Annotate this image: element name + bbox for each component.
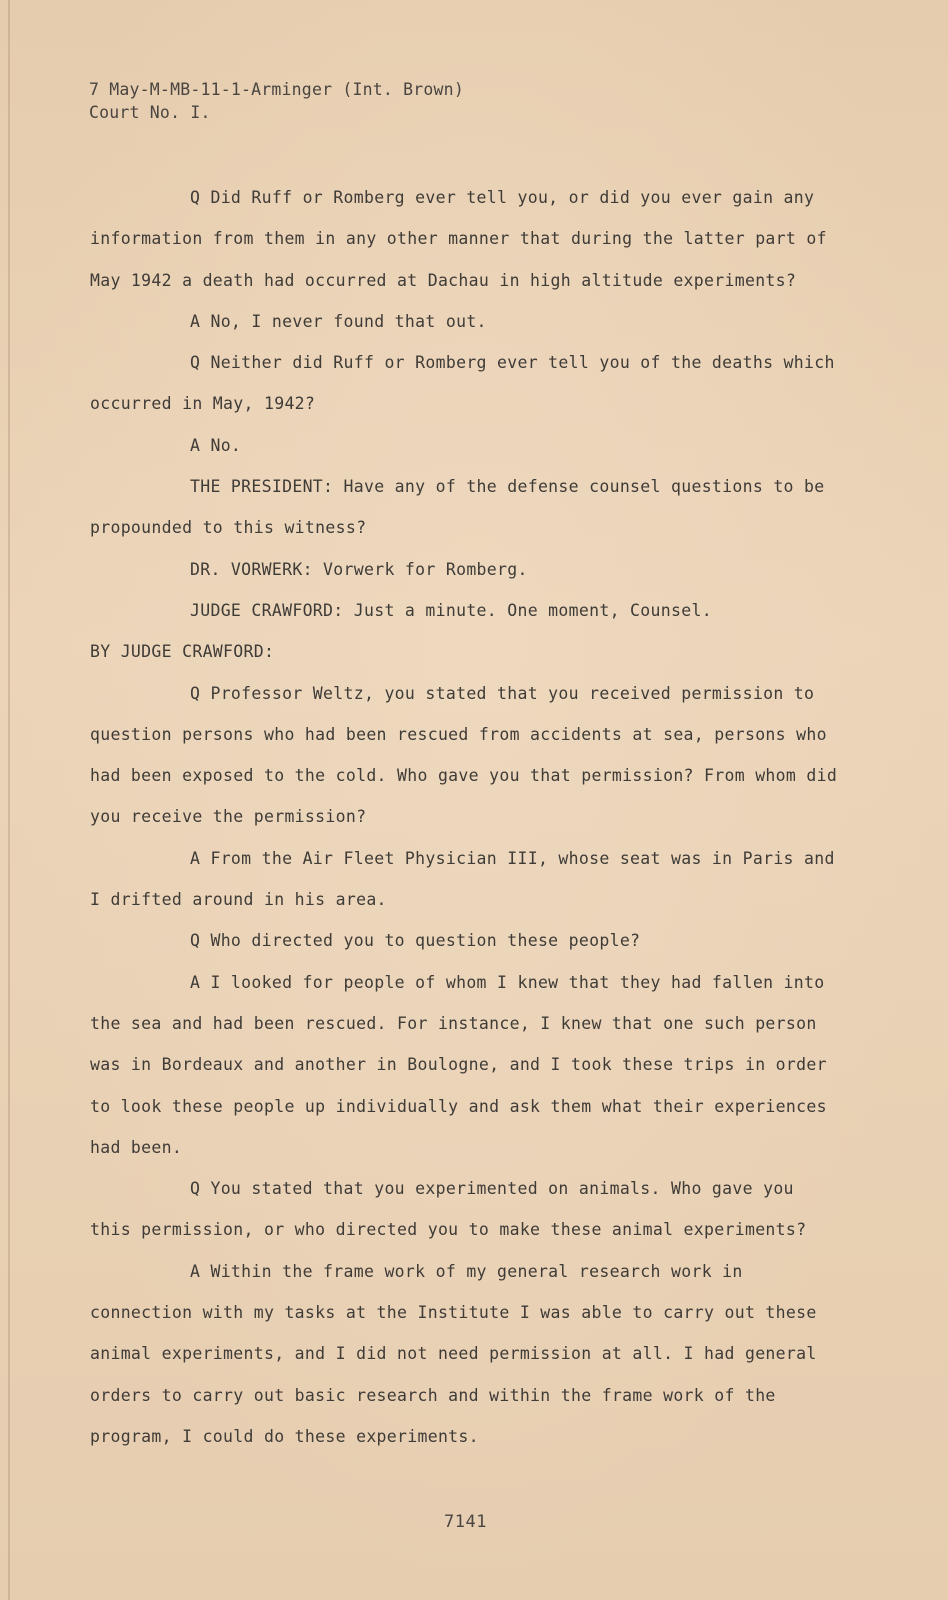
transcript-paragraph: Q Did Ruff or Romberg ever tell you, or did you ever gain any information from them in any other manner that during the latter part of May 1942 a death had occurred at Dachau in high altitude experiments?	[90, 188, 827, 290]
transcript-paragraph: DR. VORWERK: Vorwerk for Romberg.	[190, 559, 528, 579]
transcript-body	[90, 177, 840, 1457]
transcript-paragraph: JUDGE CRAWFORD: Just a minute. One moment, Counsel.	[190, 600, 712, 620]
transcript-paragraph: THE PRESIDENT: Have any of the defense counsel questions to be propounded to this witness?	[90, 477, 825, 538]
transcript-paragraph: A From the Air Fleet Physician III, whose seat was in Paris and I drifted around in his area.	[90, 848, 835, 910]
transcript-paragraph: Q Neither did Ruff or Romberg ever tell you of the deaths which occurred in May, 1942?	[90, 353, 835, 414]
transcript-paragraph: A I looked for people of whom I knew that they had fallen into the sea and had been rescued. For instance, I knew that one such person was in Bordeaux and another in Boulogne, and I took these trips in order to look these people up individually and ask them what their experiences had been.	[90, 972, 827, 1157]
header-court-line: Court No. I.	[89, 103, 211, 122]
header-session-line: 7 May-M-MB-11-1-Arminger (Int. Brown)	[89, 80, 464, 99]
transcript-paragraph: A No, I never found that out.	[190, 311, 487, 331]
page-number: 7141	[444, 1512, 487, 1532]
transcript-paragraph: A Within the frame work of my general research work in connection with my tasks at the Institute I was able to carry out these animal experiments, and I did not need permission at all. I had general orders to carry out basic research and within the frame work of the program, I could do these experiments.	[90, 1261, 817, 1446]
document-header	[89, 78, 464, 124]
transcript-paragraph: Q You stated that you experimented on animals. Who gave you this permission, or who directed you to make these animal experiments?	[90, 1179, 807, 1240]
transcript-paragraph: A No.	[190, 435, 242, 455]
transcript-paragraph: Q Professor Weltz, you stated that you received permission to question persons who had been rescued from accidents at sea, persons who had been exposed to the cold. Who gave you that permission? From whom did you receive the permission?	[90, 683, 838, 827]
section-heading: BY JUDGE CRAWFORD:	[90, 642, 275, 662]
transcript-paragraph: Q Who directed you to question these people?	[190, 931, 641, 951]
